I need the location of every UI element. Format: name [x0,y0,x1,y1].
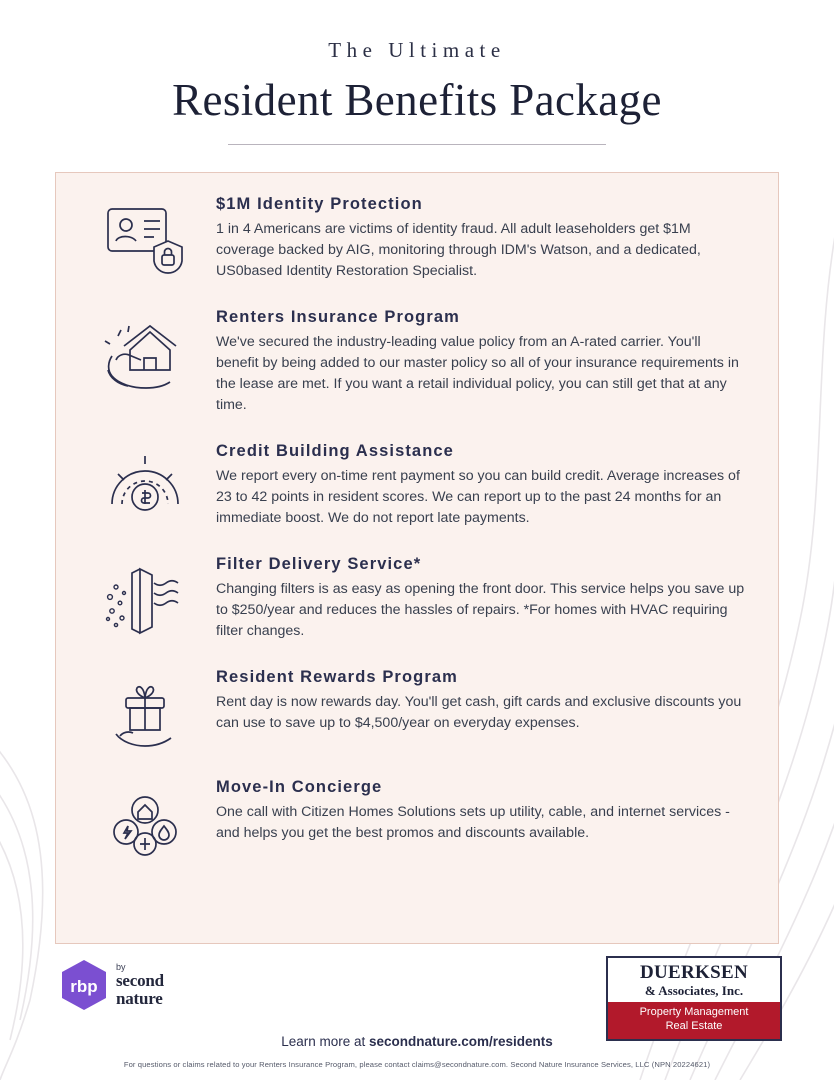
learn-more-line [0,1034,834,1049]
duerksen-name: DUERKSEN [640,962,748,983]
duerksen-logo-top [608,958,780,1002]
benefit-item-resident-rewards [56,668,778,752]
duerksen-associates-logo [606,956,782,1041]
benefit-description: Changing filters is as easy as opening the front door. This service helps you save up to $250/year and reduces the hassles of repairs. *For homes with HVAC requiring filter changes. [216,581,745,640]
benefit-item-identity-protection [56,195,778,282]
disclaimer-text: For questions or claims related to your Renters Insurance Program, please contact claims@secondnature.com. Second Nature Insurance Services, LLC (NPN 20224621) [123,1060,711,1069]
benefit-title: Resident Rewards Program [216,668,458,687]
rbp-hexagon-icon [58,958,110,1012]
learn-more-prefix: Learn more at [281,1034,369,1049]
utilities-home-icon [74,778,216,858]
rbp-second-nature-logo [58,958,164,1012]
benefit-title: Renters Insurance Program [216,308,460,327]
benefit-description: We've secured the industry-leading value policy from an A-rated carrier. You'll benefit by being added to our master policy so all of your insurance requirements in the lease are met. If you want a retail individual policy, you can still get that at any time. [216,334,739,414]
page-title: Resident Benefits Package [172,75,662,125]
benefit-description: Rent day is now rewards day. You'll get cash, gift cards and exclusive discounts you can use to save up to $4,500/year on everyday expenses. [216,694,742,732]
header-divider [228,144,606,145]
benefit-text-resident-rewards [216,668,754,734]
nature-label: nature [116,988,163,1008]
benefit-title: Move-In Concierge [216,778,383,797]
rbp-by-label: by [116,962,126,973]
benefit-text-identity-protection [216,195,754,282]
benefit-item-credit-building [56,442,778,529]
benefit-description: We report every on-time rent payment so you can build credit. Average increases of 23 to 42 points in resident scores. We can report up to the past 24 months for an immediate boost. We do not report late payments. [216,468,740,527]
duerksen-tagline-line1: Property Management [639,1006,749,1019]
page-header [0,0,834,145]
id-card-lock-icon [74,195,216,277]
benefit-item-move-in-concierge [56,778,778,858]
duerksen-associates: & Associates, Inc. [644,983,744,998]
benefit-title: Filter Delivery Service* [216,555,422,574]
hand-house-icon [74,308,216,392]
benefit-title: $1M Identity Protection [216,195,423,213]
benefit-item-renters-insurance [56,308,778,416]
gift-hand-icon [74,668,216,752]
benefit-text-renters-insurance [216,308,754,416]
benefit-description: One call with Citizen Homes Solutions sets up utility, cable, and internet services - and helps you get the best promos and discounts available. [216,804,730,842]
benefit-text-credit-building [216,442,754,529]
second-nature-wordmark [116,963,164,1007]
learn-more-link[interactable]: secondnature.com/residents [368,1034,553,1049]
benefits-card [55,172,779,944]
second-label: second [116,971,164,991]
duerksen-tagline-line2: Real Estate [665,1020,723,1033]
benefit-text-filter-delivery [216,555,754,642]
benefit-text-move-in-concierge [216,778,754,844]
benefit-title: Credit Building Assistance [216,442,454,461]
header-kicker: The Ultimate [328,38,506,62]
credit-gauge-icon [74,442,216,522]
svg-text:rbp: rbp [70,977,98,996]
benefit-description: 1 in 4 Americans are victims of identity fraud. All adult leaseholders get $1M coverage backed by AIG, monitoring through IDM's Watson, and a dedicated, US0based Identity Restoration Specialist. [216,221,701,280]
benefit-item-filter-delivery [56,555,778,642]
air-filter-icon [74,555,216,639]
